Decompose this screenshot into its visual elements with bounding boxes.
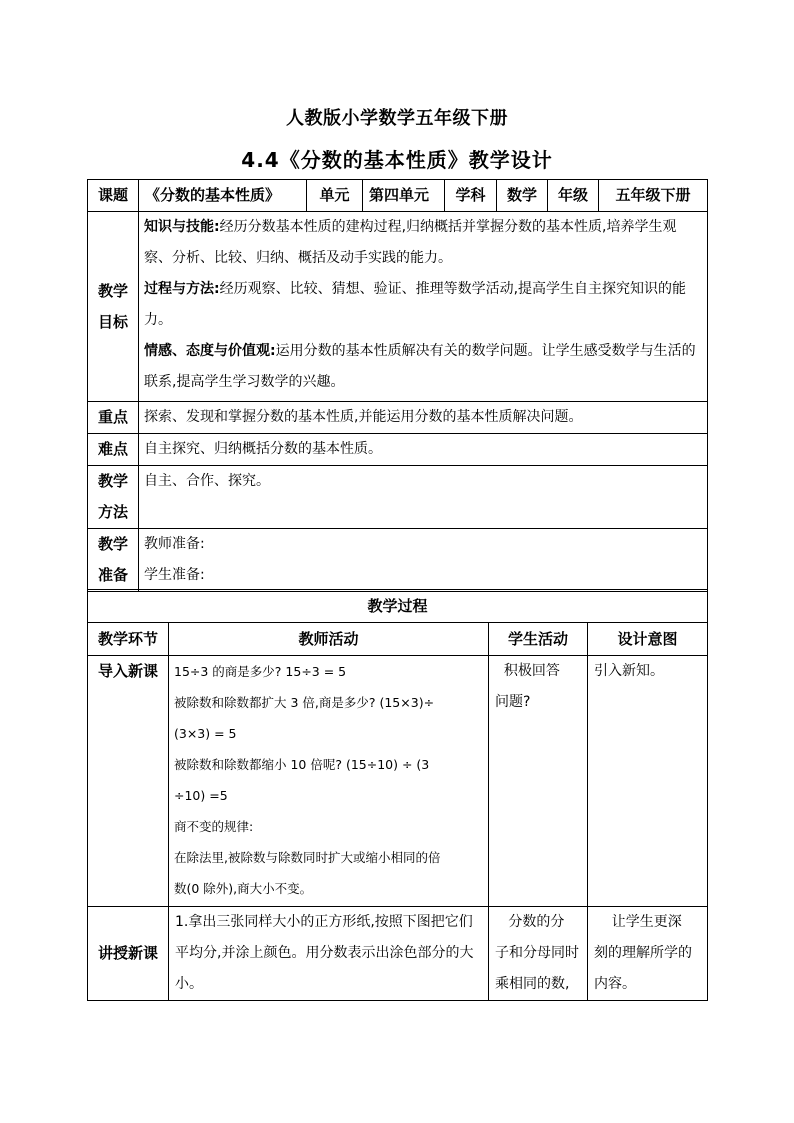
student-line: 积极回答 [495, 663, 560, 679]
goal-knowledge [144, 212, 702, 274]
goals-row [88, 212, 708, 402]
method-label [88, 466, 139, 529]
teacher-line: 小。 [175, 976, 203, 992]
student-line: 子和分母同时 [495, 945, 579, 961]
goals-label [88, 212, 139, 402]
goal-process [144, 274, 702, 336]
stage-intro: 导入新课 [88, 656, 169, 907]
teacher-line: 数(0 除外),商大小不变。 [174, 881, 313, 896]
grade-label: 年级 [548, 180, 599, 212]
teacher-line: 15÷3 的商是多少? 15÷3 = 5 [174, 664, 347, 679]
student-activity-new-lesson [489, 907, 588, 1001]
teacher-line: ÷10) =5 [174, 788, 228, 803]
unit-value: 第四单元 [363, 180, 445, 212]
process-title: 教学过程 [88, 590, 708, 623]
teacher-line: 1.拿出三张同样大小的正方形纸,按照下图把它们 [175, 914, 473, 930]
process-header-row [88, 623, 708, 656]
stage-new-lesson: 讲授新课 [88, 907, 169, 1001]
method-row [88, 466, 708, 529]
method-label-line1: 教学 [97, 472, 128, 490]
prep-row [88, 529, 708, 592]
header-stage: 教学环节 [88, 623, 169, 656]
goals-label-line2: 目标 [97, 312, 128, 331]
lesson-info-table [87, 179, 708, 592]
student-line: 分数的分 [495, 914, 565, 930]
intent-line: 引入新知。 [594, 663, 664, 679]
prep-label-line1: 教学 [97, 535, 128, 553]
difficulty-row [88, 434, 708, 466]
student-line: 问题? [495, 694, 531, 710]
document-title-lesson: 4.4《分数的基本性质》教学设计 [241, 148, 553, 172]
topic-label: 课题 [88, 180, 139, 212]
teacher-line: 平均分,并涂上颜色。用分数表示出涂色部分的大 [175, 945, 474, 961]
document-title-series: 人教版小学数学五年级下册 [286, 108, 508, 129]
design-intent-intro [588, 656, 708, 907]
teacher-line: 被除数和除数都缩小 10 倍呢? (15÷10) ÷ (3 [174, 757, 430, 772]
teacher-line: 被除数和除数都扩大 3 倍,商是多少? (15×3)÷ [174, 695, 435, 710]
prep-label [88, 529, 139, 592]
process-title-row [88, 590, 708, 623]
prep-content [139, 529, 708, 592]
header-design-intent: 设计意图 [588, 623, 708, 656]
difficulty-label: 难点 [88, 434, 139, 466]
goal-knowledge-heading: 知识与技能: [144, 219, 220, 235]
header-teacher-activity: 教师活动 [169, 623, 489, 656]
intent-line: 让学生更深 [594, 914, 682, 930]
intent-line: 刻的理解所学的 [594, 945, 692, 961]
goal-attitude-heading: 情感、态度与价值观: [144, 343, 276, 359]
prep-label-line2: 准备 [97, 566, 128, 584]
intent-line: 内容。 [594, 976, 636, 992]
topic-row [88, 180, 708, 212]
teacher-line: (3×3) = 5 [174, 726, 237, 741]
process-row-intro [88, 656, 708, 907]
teacher-line: 在除法里,被除数与除数同时扩大或缩小相同的倍 [174, 850, 441, 865]
teaching-process-table [87, 589, 708, 1001]
prep-teacher: 教师准备: [144, 536, 205, 552]
unit-label: 单元 [307, 180, 363, 212]
student-activity-intro [489, 656, 588, 907]
goals-label-line1: 教学 [97, 281, 128, 300]
goal-attitude-text: 运用分数的基本性质解决有关的数学问题。让学生感受数学与生活的联系,提高学生学习数学的兴趣。 [144, 343, 696, 390]
teacher-activity-intro [169, 656, 489, 907]
design-intent-new-lesson [588, 907, 708, 1001]
goal-attitude [144, 336, 702, 398]
goal-knowledge-text: 经历分数基本性质的建构过程,归纳概括并掌握分数的基本性质,培养学生观察、分析、比较、归纳、概括及动手实践的能力。 [144, 219, 677, 266]
grade-value: 五年级下册 [599, 180, 708, 212]
teacher-line: 商不变的规律: [174, 819, 254, 834]
goal-process-text: 经历观察、比较、猜想、验证、推理等数学活动,提高学生自主探究知识的能力。 [144, 281, 687, 328]
difficulty-text: 自主探究、归纳概括分数的基本性质。 [139, 434, 708, 466]
key-point-label: 重点 [88, 402, 139, 434]
topic-value: 《分数的基本性质》 [139, 180, 307, 212]
subject-value: 数学 [497, 180, 548, 212]
method-text: 自主、合作、探究。 [139, 466, 708, 529]
goals-content [139, 212, 708, 402]
goal-process-heading: 过程与方法: [144, 281, 220, 297]
student-line: 乘相同的数, [495, 976, 570, 992]
header-student-activity: 学生活动 [489, 623, 588, 656]
method-label-line2: 方法 [97, 503, 128, 521]
subject-label: 学科 [445, 180, 497, 212]
prep-student: 学生准备: [144, 567, 205, 583]
teacher-activity-new-lesson [169, 907, 489, 1001]
key-point-text: 探索、发现和掌握分数的基本性质,并能运用分数的基本性质解决问题。 [139, 402, 708, 434]
key-point-row [88, 402, 708, 434]
process-row-new-lesson [88, 907, 708, 1001]
